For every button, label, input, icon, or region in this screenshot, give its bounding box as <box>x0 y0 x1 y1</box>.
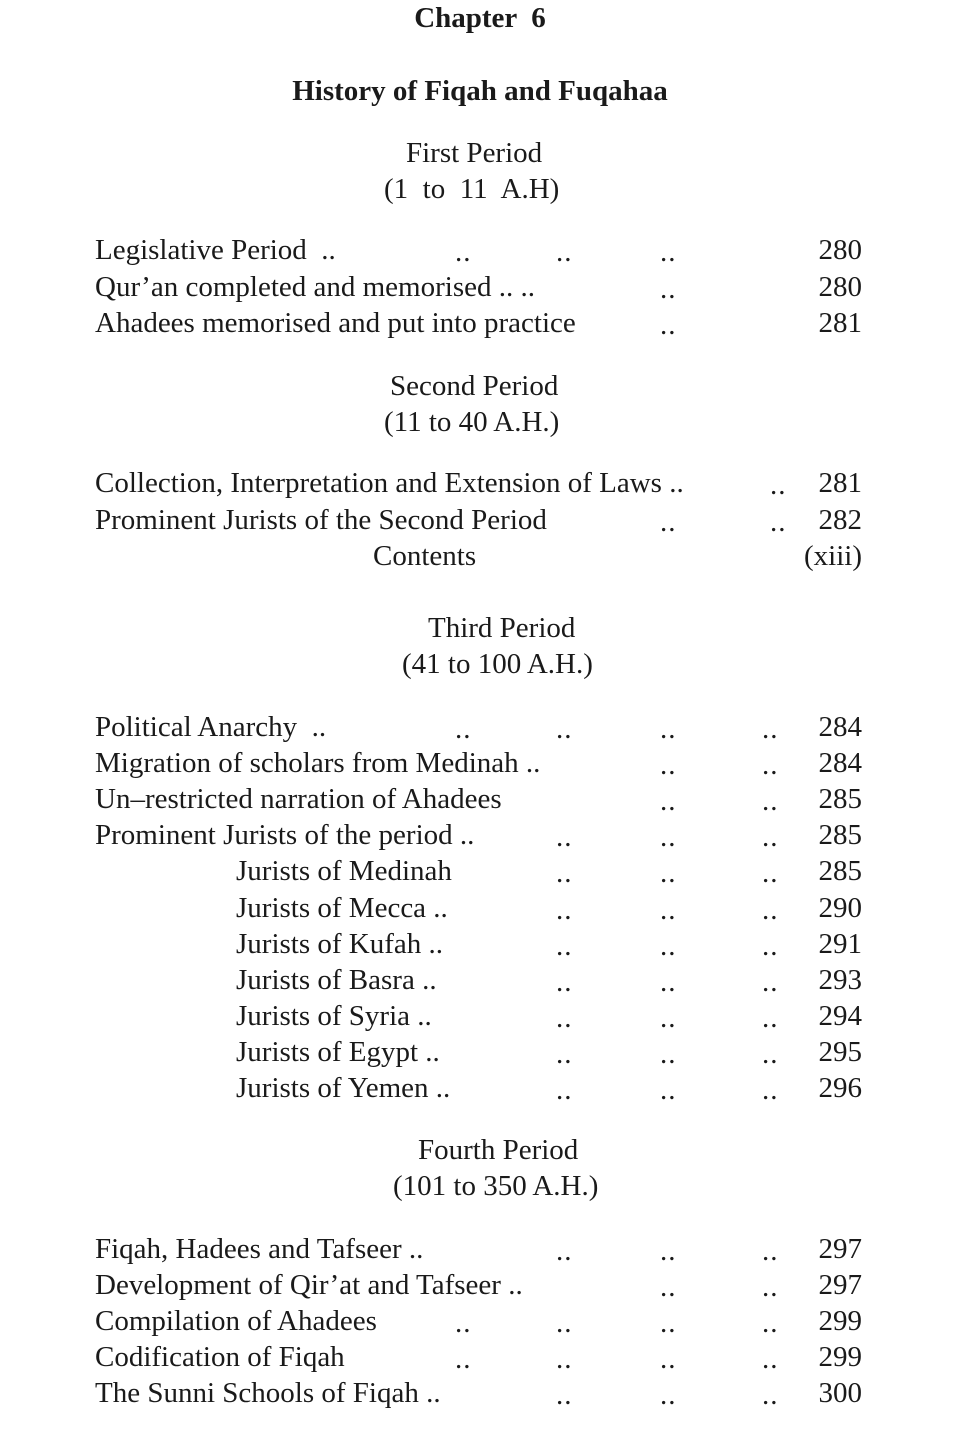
leader-dots: .. <box>660 785 677 817</box>
page-number: 281 <box>818 307 862 339</box>
entry-title: Jurists of Medinah <box>236 855 452 887</box>
entry-title: Jurists of Kufah .. <box>236 928 444 960</box>
leader-dots: .. <box>762 749 779 781</box>
entry-title: Jurists of Basra .. <box>236 964 437 996</box>
leader-dots: .. <box>762 1038 779 1070</box>
leader-dots: .. <box>556 857 573 889</box>
leader-dots: .. <box>660 857 677 889</box>
running-header-label: Contents <box>373 540 477 572</box>
page-number: 300 <box>818 1377 862 1409</box>
page-number: 297 <box>818 1269 862 1301</box>
leader-dots: .. <box>762 1379 779 1411</box>
leader-dots: .. <box>762 1074 779 1106</box>
leader-dots: .. <box>660 894 677 926</box>
page-number: 290 <box>818 892 862 924</box>
entry-title: Codification of Fiqah <box>95 1341 345 1373</box>
entry-title: Jurists of Yemen .. <box>236 1072 451 1104</box>
leader-dots: .. <box>660 1074 677 1106</box>
leader-dots: .. <box>762 821 779 853</box>
leader-dots: .. <box>556 1343 573 1375</box>
entry-title: Jurists of Syria .. <box>236 1000 432 1032</box>
leader-dots: .. <box>556 1379 573 1411</box>
entry-title: Migration of scholars from Medinah .. <box>95 747 541 779</box>
entry-title: Political Anarchy .. <box>95 711 327 743</box>
leader-dots: .. <box>660 1379 677 1411</box>
period-range: (1 to 11 A.H) <box>384 173 560 205</box>
leader-dots: .. <box>660 1271 677 1303</box>
leader-dots: .. <box>455 1343 472 1375</box>
page-number: 299 <box>818 1341 862 1373</box>
page-number: 293 <box>818 964 862 996</box>
page-number: 285 <box>818 855 862 887</box>
leader-dots: .. <box>556 713 573 745</box>
period-title: First Period <box>406 137 543 169</box>
page-number: 296 <box>818 1072 862 1104</box>
leader-dots: .. <box>660 1235 677 1267</box>
entry-title: Jurists of Mecca .. <box>236 892 448 924</box>
page-number: 285 <box>818 819 862 851</box>
leader-dots: .. <box>556 1002 573 1034</box>
page-number: 291 <box>818 928 862 960</box>
leader-dots: .. <box>455 713 472 745</box>
page-number: 295 <box>818 1036 862 1068</box>
entry-title: Development of Qir’at and Tafseer .. <box>95 1269 523 1301</box>
leader-dots: .. <box>762 785 779 817</box>
period-title: Third Period <box>428 612 576 644</box>
entry-title: Qur’an completed and memorised .. .. <box>95 271 535 303</box>
leader-dots: .. <box>556 821 573 853</box>
period-title: Fourth Period <box>418 1134 579 1166</box>
leader-dots: .. <box>762 1235 779 1267</box>
page-number: 282 <box>818 504 862 536</box>
page-number: 281 <box>818 467 862 499</box>
period-range: (11 to 40 A.H.) <box>384 406 560 438</box>
leader-dots: .. <box>556 1074 573 1106</box>
running-header-page: (xiii) <box>804 540 862 572</box>
leader-dots: .. <box>770 506 787 538</box>
entry-title: Prominent Jurists of the period .. <box>95 819 475 851</box>
leader-dots: .. <box>762 1343 779 1375</box>
chapter-subtitle: History of Fiqah and Fuqahaa <box>292 75 668 107</box>
page-number: 280 <box>818 271 862 303</box>
page-number: 297 <box>818 1233 862 1265</box>
leader-dots: .. <box>660 1038 677 1070</box>
leader-dots: .. <box>556 930 573 962</box>
page-number: 280 <box>818 234 862 266</box>
leader-dots: .. <box>556 1038 573 1070</box>
leader-dots: .. <box>660 506 677 538</box>
leader-dots: .. <box>660 966 677 998</box>
leader-dots: .. <box>762 894 779 926</box>
leader-dots: .. <box>556 1307 573 1339</box>
leader-dots: .. <box>770 469 787 501</box>
page-number: 284 <box>818 711 862 743</box>
entry-title: Prominent Jurists of the Second Period <box>95 504 547 536</box>
leader-dots: .. <box>556 1235 573 1267</box>
leader-dots: .. <box>762 930 779 962</box>
page-number: 294 <box>818 1000 862 1032</box>
period-range: (101 to 350 A.H.) <box>393 1170 599 1202</box>
entry-title: Legislative Period .. <box>95 234 336 266</box>
entry-title: Fiqah, Hadees and Tafseer .. <box>95 1233 424 1265</box>
leader-dots: .. <box>660 713 677 745</box>
page-number: 284 <box>818 747 862 779</box>
leader-dots: .. <box>556 236 573 268</box>
leader-dots: .. <box>660 273 677 305</box>
page-number: 299 <box>818 1305 862 1337</box>
leader-dots: .. <box>660 821 677 853</box>
period-range: (41 to 100 A.H.) <box>402 648 593 680</box>
leader-dots: .. <box>660 1307 677 1339</box>
leader-dots: .. <box>762 966 779 998</box>
leader-dots: .. <box>556 966 573 998</box>
entry-title: The Sunni Schools of Fiqah .. <box>95 1377 441 1409</box>
entry-title: Ahadees memorised and put into practice <box>95 307 576 339</box>
entry-title: Un–restricted narration of Ahadees <box>95 783 502 815</box>
entry-title: Collection, Interpretation and Extension of Laws .. <box>95 467 684 499</box>
page-number: 285 <box>818 783 862 815</box>
entry-title: Jurists of Egypt .. <box>236 1036 440 1068</box>
leader-dots: .. <box>762 1307 779 1339</box>
leader-dots: .. <box>556 894 573 926</box>
leader-dots: .. <box>455 1307 472 1339</box>
leader-dots: .. <box>660 930 677 962</box>
leader-dots: .. <box>455 236 472 268</box>
leader-dots: .. <box>660 1002 677 1034</box>
leader-dots: .. <box>660 1343 677 1375</box>
leader-dots: .. <box>660 309 677 341</box>
chapter-heading: Chapter 6 <box>414 2 546 34</box>
leader-dots: .. <box>762 713 779 745</box>
leader-dots: .. <box>762 857 779 889</box>
leader-dots: .. <box>660 749 677 781</box>
entry-title: Compilation of Ahadees <box>95 1305 377 1337</box>
leader-dots: .. <box>762 1002 779 1034</box>
leader-dots: .. <box>762 1271 779 1303</box>
period-title: Second Period <box>390 370 559 402</box>
leader-dots: .. <box>660 236 677 268</box>
